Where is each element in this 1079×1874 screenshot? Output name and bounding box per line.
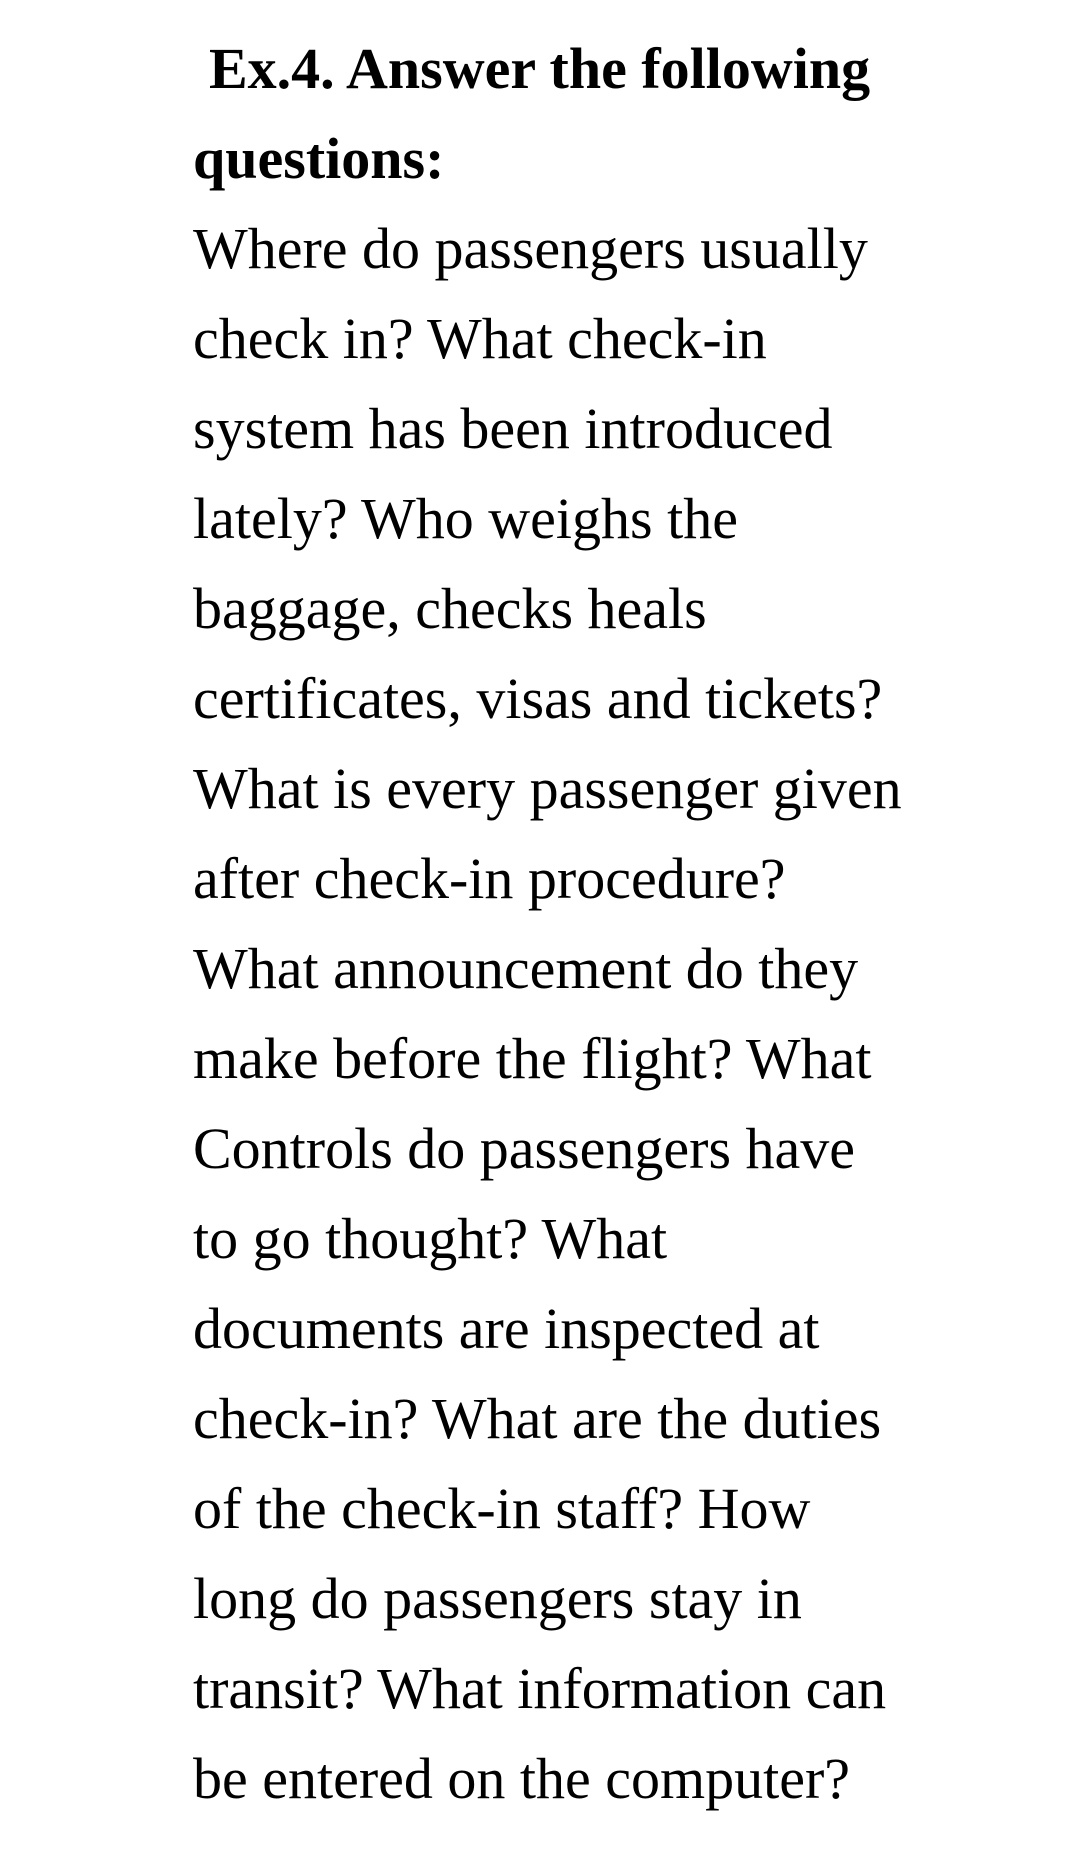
- text-line: What is every passenger given: [193, 756, 902, 821]
- exercise-questions: [193, 204, 1013, 1824]
- text-line: to go thought? What: [193, 1206, 668, 1271]
- exercise-block: [193, 24, 1013, 1824]
- heading-line: Ex.4. Answer the following: [209, 36, 871, 101]
- exercise-heading: [193, 24, 1013, 204]
- text-line: check in? What check-in: [193, 306, 767, 371]
- text-line: Where do passengers usually: [193, 216, 868, 281]
- text-line: after check-in procedure?: [193, 846, 786, 911]
- text-line: documents are inspected at: [193, 1296, 820, 1361]
- text-line: lately? Who weighs the: [193, 486, 738, 551]
- heading-line: questions:: [193, 126, 445, 191]
- text-line: What announcement do they: [193, 936, 859, 1001]
- text-line: be entered on the computer?: [193, 1746, 851, 1811]
- text-line: make before the flight? What: [193, 1026, 872, 1091]
- text-line: system has been introduced: [193, 396, 833, 461]
- text-line: transit? What information can: [193, 1656, 887, 1721]
- text-line: Controls do passengers have: [193, 1116, 856, 1181]
- text-line: check-in? What are the duties: [193, 1386, 882, 1451]
- text-line: baggage, checks heals: [193, 576, 707, 641]
- text-line: certificates, visas and tickets?: [193, 666, 883, 731]
- text-line: of the check-in staff? How: [193, 1476, 811, 1541]
- text-line: long do passengers stay in: [193, 1566, 802, 1631]
